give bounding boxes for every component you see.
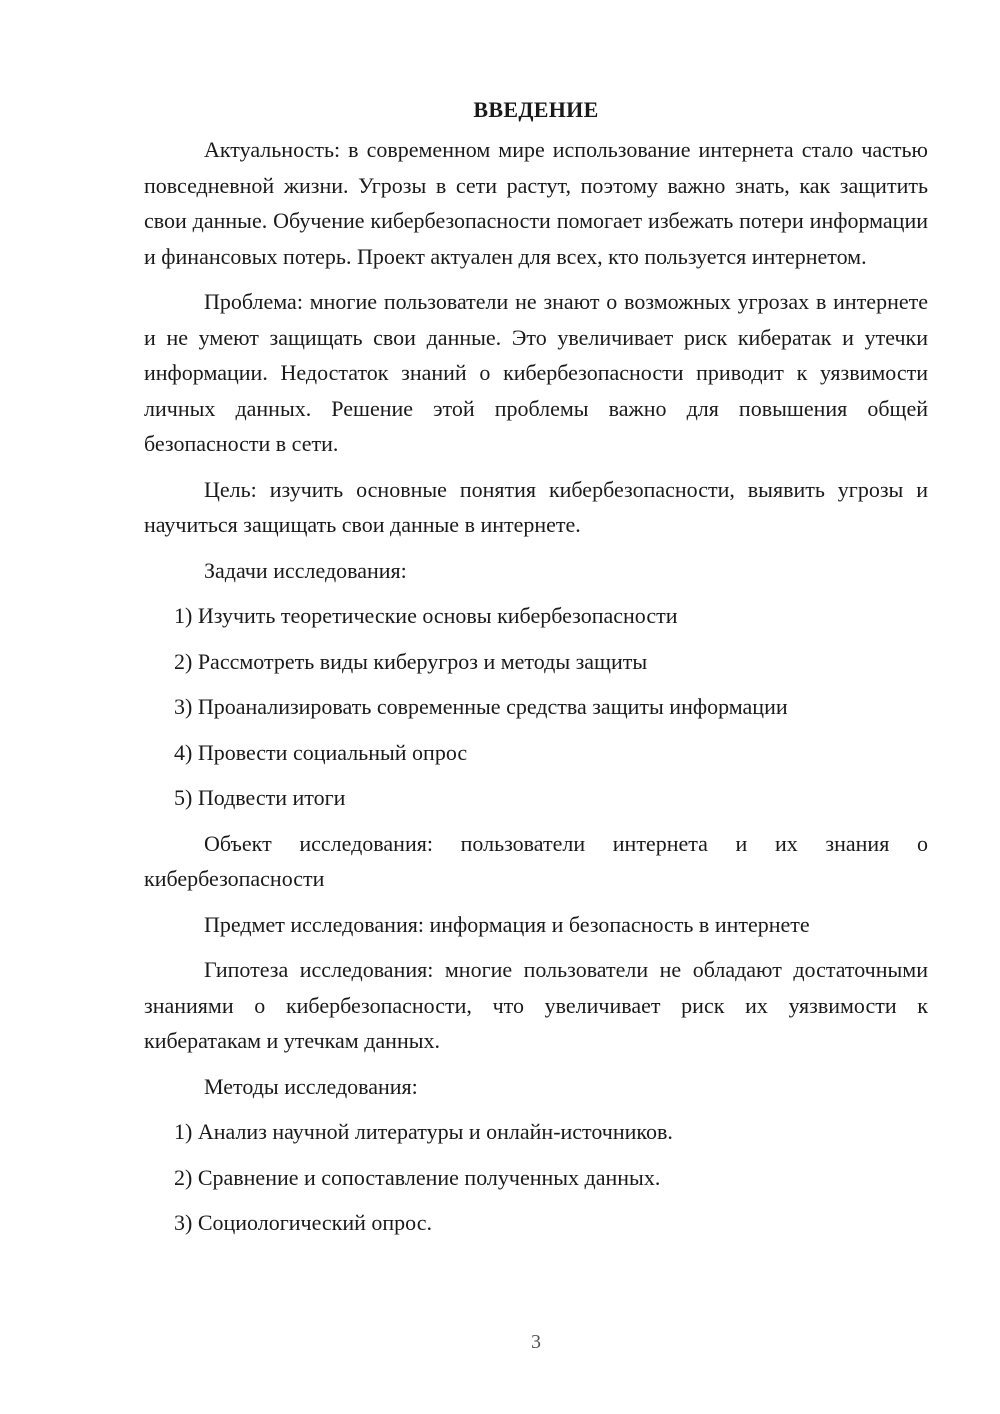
goal-paragraph: Цель: изучить основные понятия кибербезопасности, выявить угрозы и научиться защищать свои данные в интернете.	[144, 476, 928, 537]
list-item: 5) Подвести итоги	[174, 785, 346, 810]
list-item: 3) Социологический опрос.	[174, 1210, 432, 1235]
list-item: 4) Провести социальный опрос	[174, 739, 468, 765]
tasks-list	[144, 598, 928, 816]
object-paragraph: Объект исследования: пользователи интернета и их знания о кибербезопасности	[144, 830, 928, 891]
tasks-heading: Задачи исследования:	[204, 557, 407, 583]
problem-paragraph: Проблема: многие пользователи не знают о возможных угрозах в интернете и не умеют защищать свои данные. Это увеличивает риск кибератак и утечки информации. Недостаток знаний о кибербезопасности приводит к уязвимости личных данных. Решение этой проблемы важно для повышения общей безопасности в сети.	[144, 289, 928, 456]
page-number: 3	[531, 1331, 541, 1353]
list-item: 1) Анализ научной литературы и онлайн-источников.	[174, 1119, 673, 1144]
list-item: 1) Изучить теоретические основы кибербезопасности	[174, 603, 678, 628]
page-title: ВВЕДЕНИЕ	[473, 97, 599, 122]
document-page	[144, 92, 928, 1251]
list-item: 2) Сравнение и сопоставление полученных данных.	[174, 1164, 661, 1190]
relevance-paragraph: Актуальность: в современном мире использование интернета стало частью повседневной жизни. Угрозы в сети растут, поэтому важно знать, как защитить свои данные. Обучение кибербезопасности помогает избежать потери информации и финансовых потерь. Проект актуален для всех, кто пользуется интернетом.	[144, 137, 928, 269]
methods-list	[144, 1114, 928, 1241]
list-item: 3) Проанализировать современные средства защиты информации	[174, 694, 788, 719]
subject-paragraph: Предмет исследования: информация и безопасность в интернете	[204, 911, 810, 937]
list-item: 2) Рассмотреть виды киберугроз и методы защиты	[174, 648, 648, 674]
methods-heading: Методы исследования:	[204, 1073, 418, 1099]
hypothesis-paragraph: Гипотеза исследования: многие пользователи не обладают достаточными знаниями о кибербезопасности, что увеличивает риск их уязвимости к кибератакам и утечкам данных.	[144, 957, 928, 1053]
